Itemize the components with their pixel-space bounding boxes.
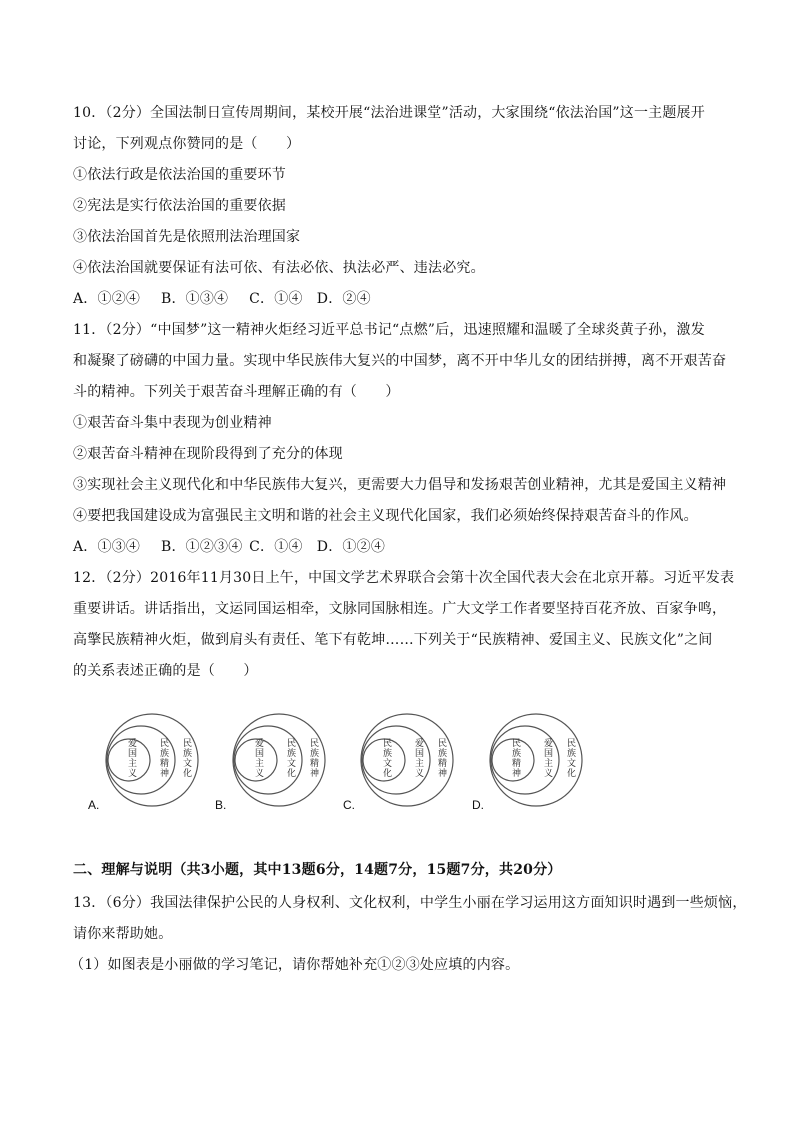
q10-item-3: ③依法治国首先是依照刑法治理国家 xyxy=(73,229,301,245)
diagram-b-inner-text: 爱国主义 xyxy=(253,738,263,778)
q12-stem-line3: 高擎民族精神火炬，做到肩头有责任、笔下有乾坤……下列关于“民族精神、爱国主义、民族文化”之间 xyxy=(73,632,713,648)
diagram-a-label: A. xyxy=(88,798,100,812)
q13-stem-line1: 13．（6分）我国法律保护公民的人身权利、文化权利，中学生小丽在学习运用这方面知识时遇到一些烦恼， xyxy=(73,895,747,911)
q11-item-2: ②艰苦奋斗精神在现阶段得到了充分的体现 xyxy=(73,446,343,462)
q11-item-4: ④要把我国建设成为富强民主文明和谐的社会主义现代化国家，我们必须始终保持艰苦奋斗的作风。 xyxy=(73,508,698,524)
section-2-heading: 二、理解与说明（共3小题，其中13题6分，14题7分，15题7分，共20分） xyxy=(73,862,562,878)
diagram-c-middle-text: 爱国主义 xyxy=(413,738,423,778)
diagram-c-outer-text: 民族精神 xyxy=(436,738,446,778)
diagram-b-middle-text: 民族文化 xyxy=(285,738,295,778)
diagram-d-outer-text: 民族文化 xyxy=(565,738,575,778)
q11-item-1: ①艰苦奋斗集中表现为创业精神 xyxy=(73,415,272,431)
q10-stem-line1: 10．（2分）全国法制日宣传周期间，某校开展“法治进课堂”活动，大家围绕“依法治国”这一主题展开 xyxy=(73,105,705,121)
diagram-b-outer-text: 民族精神 xyxy=(308,738,318,778)
q11-options: A．①③④ B．①②③④ C．①④ D．①②④ xyxy=(73,539,386,555)
q11-stem-line3: 斗的精神。下列关于艰苦奋斗理解正确的有（ ） xyxy=(73,384,400,400)
q11-stem-line2: 和凝聚了磅礴的中国力量。实现中华民族伟大复兴的中国梦，离不开中华儿女的团结拼搏，离不开艰苦奋 xyxy=(73,353,727,369)
q11-stem-line1: 11．（2分）“中国梦”这一精神火炬经习近平总书记“点燃”后，迅速照耀和温暖了全球炎黄子孙，激发 xyxy=(73,322,705,338)
q10-item-4: ④依法治国就要保证有法可依、有法必依、执法必严、违法必究。 xyxy=(73,260,485,276)
nested-circles-b xyxy=(215,712,340,812)
diagram-option-c xyxy=(343,712,468,812)
q10-item-2: ②宪法是实行依法治国的重要依据 xyxy=(73,198,286,214)
diagram-option-d xyxy=(472,712,597,812)
q10-stem-line2: 讨论，下列观点你赞同的是（ ） xyxy=(73,136,301,152)
q10-item-1: ①依法行政是依法治国的重要环节 xyxy=(73,167,286,183)
q10-options: A．①②④ B．①③④ C．①④ D．②④ xyxy=(73,291,371,307)
nested-circles-a xyxy=(88,712,213,812)
nested-circles-d xyxy=(472,712,597,812)
diagram-c-inner-text: 民族文化 xyxy=(381,738,391,778)
diagram-a-middle-text: 民族精神 xyxy=(158,738,168,778)
diagram-d-inner-text: 民族精神 xyxy=(510,738,520,778)
diagram-a-inner-text: 爱国主义 xyxy=(126,738,136,778)
diagram-option-b xyxy=(215,712,340,812)
q12-stem-line2: 重要讲话。讲话指出，文运同国运相牵，文脉同国脉相连。广大文学工作者要坚持百花齐放、百家争鸣， xyxy=(73,601,727,617)
q13-stem-line2: 请你来帮助她。 xyxy=(73,926,173,942)
diagram-option-a xyxy=(88,712,213,812)
diagram-a-outer-text: 民族文化 xyxy=(181,738,191,778)
diagram-d-label: D. xyxy=(472,798,484,812)
diagram-d-middle-text: 爱国主义 xyxy=(542,738,552,778)
q12-stem-line4: 的关系表述正确的是（ ） xyxy=(73,663,258,679)
diagram-c-label: C. xyxy=(343,798,355,812)
q12-stem-line1: 12．（2分）2016年11月30日上午，中国文学艺术界联合会第十次全国代表大会在北京开幕。习近平发表 xyxy=(73,570,735,586)
q13-sub-question-1: （1）如图表是小丽做的学习笔记，请你帮她补充①②③处应填的内容。 xyxy=(70,957,520,973)
diagram-b-label: B. xyxy=(215,798,227,812)
q11-item-3: ③实现社会主义现代化和中华民族伟大复兴，更需要大力倡导和发扬艰苦创业精神，尤其是爱国主义精神 xyxy=(73,477,727,493)
nested-circles-c xyxy=(343,712,468,812)
